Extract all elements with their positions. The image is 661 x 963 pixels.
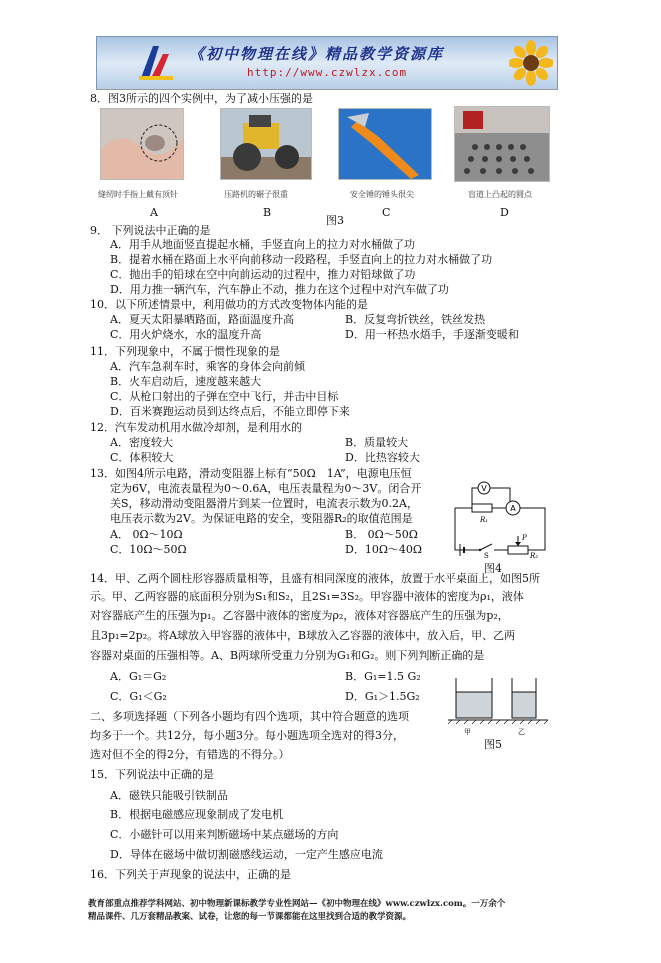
slider-label: P	[522, 534, 527, 542]
photo-tactile-paving	[454, 106, 550, 182]
q13-figure-label: 图4	[484, 562, 502, 575]
q15-option-d: D．导体在磁场中做切割磁感线运动，一定产生感应电流	[110, 848, 383, 861]
page-footer	[88, 898, 578, 924]
q14-line-3: 对容器底产生的压强为p₁。乙容器中液体的密度为ρ₂，液体对容器底产生的压强为p₂，	[90, 609, 509, 622]
q10-stem: 10．以下所述情景中，利用做功的方式改变物体内能的是	[90, 298, 368, 311]
voltmeter-label: V	[481, 484, 487, 493]
q8-letter-a: A	[150, 206, 158, 219]
q14-line-5: 容器对桌面的压强相等。A、B两球所受重力分别为G₁和G₂。则下列判断正确的是	[90, 649, 485, 662]
q14-option-b: B．G₁=1.5 G₂	[345, 670, 421, 683]
switch-label: S	[484, 552, 489, 558]
sec2-line-3: 选对但不全的得2分，有错选的不得分。）	[90, 748, 290, 761]
r1-label: R₁	[480, 516, 489, 524]
footer-line-2: 精品课件、几万套精品教案、试卷，让您的每一节课都能在这里找到合适的教学资源。	[88, 912, 412, 922]
q8-letter-d: D	[500, 206, 509, 219]
q11-option-b: B．火车启动后，速度越来越大	[110, 375, 262, 388]
q15-stem: 15．下列说法中正确的是	[90, 768, 214, 781]
q15-option-b: B．根据电磁感应现象制成了发电机	[110, 808, 284, 821]
photo-thimble	[100, 108, 184, 180]
q14-line-2: 示。甲、乙两容器的底面积分别为S₁和S₂，且2S₁=3S₂。甲容器中液体的密度为ρ₁，液体	[90, 590, 524, 603]
banner-title: 《初中物理在线》精品教学资源库	[189, 45, 445, 63]
q12-option-c: C．体积较大	[110, 451, 174, 464]
photo-road-roller	[220, 108, 312, 180]
q8-caption-c: 安全锤的锤头很尖	[350, 190, 414, 199]
q9-option-d: D．用力推一辆汽车，汽车静止不动，推力在这个过程中对汽车做了功	[110, 283, 449, 296]
q12-option-b: B．质量较大	[345, 436, 409, 449]
q13-option-a: A． 0Ω～10Ω	[110, 528, 183, 541]
q13-line-2: 定为6V，电流表量程为0～0.6A，电压表量程为0～3V。闭合开	[110, 482, 422, 495]
q9-option-a: A．用手从地面竖直提起水桶，手竖直向上的拉力对水桶做了功	[110, 238, 415, 251]
q12-option-d: D．比热容较大	[345, 451, 420, 464]
q13-option-d: D．10Ω～40Ω	[345, 543, 423, 556]
q14-line-4: 且3p₁=2p₂。将A球放入甲容器的液体中，B球放入乙容器的液体中，放入后，甲、乙两	[90, 629, 516, 642]
q8-figure-label: 图3	[326, 214, 344, 227]
q8-stem: 8．图3所示的四个实例中，为了减小压强的是	[90, 92, 313, 105]
q11-option-d: D．百米赛跑运动员到达终点后，不能立即停下来	[110, 405, 350, 418]
q14-option-a: A．G₁＝G₂	[110, 670, 167, 683]
containers-diagram	[448, 674, 548, 736]
voltmeter-icon	[478, 482, 490, 494]
q16-stem: 16．下列关于声现象的说法中，正确的是	[90, 868, 291, 881]
container-yi	[512, 678, 536, 718]
container-jia	[456, 678, 492, 718]
q11-option-c: C．从枪口射出的子弹在空中飞行，并击中目标	[110, 390, 339, 403]
q13-option-c: C．10Ω～50Ω	[110, 543, 187, 556]
header-banner	[96, 36, 558, 90]
q8-caption-a: 缝纫时手指上戴有顶针	[98, 190, 178, 199]
q10-option-b: B．反复弯折铁丝，铁丝发热	[345, 313, 486, 326]
resistor-r1	[472, 504, 492, 524]
footer-line-1: 教育部重点推荐学科网站、初中物理新课标教学专业性网站—《初中物理在线》www.czwlzx.com。一万余个	[88, 899, 506, 909]
q10-option-c: C．用火炉烧水，水的温度升高	[110, 328, 262, 341]
r2-label: R₂	[530, 552, 539, 558]
q15-option-c: C．小磁针可以用来判断磁场中某点磁场的方向	[110, 828, 339, 841]
banner-url[interactable]: http://www.czwlzx.com	[247, 66, 408, 79]
q14-line-1: 14．甲、乙两个圆柱形容器质量相等，且盛有相同深度的液体，放置于水平桌面上，如图5所	[90, 572, 540, 585]
q12-stem: 12．汽车发动机用水做冷却剂，是利用水的	[90, 421, 302, 434]
q10-option-d: D．用一杯热水焐手，手逐渐变暖和	[345, 328, 519, 341]
q11-stem: 11．下列现象中，不属于惯性现象的是	[90, 345, 280, 358]
q13-line-3: 关S，移动滑动变阻器滑片到某一位置时，电流表示数为0.2A，	[110, 497, 418, 510]
sec2-line-1: 二、多项选择题（下列各小题均有四个选项，其中符合题意的选项	[90, 710, 409, 723]
q9-option-b: B．提着水桶在路面上水平向前移动一段路程，手竖直向上的拉力对水桶做了功	[110, 253, 493, 266]
photo-safety-hammer	[338, 108, 432, 180]
q12-option-a: A．密度较大	[110, 436, 173, 449]
switch-icon	[479, 544, 492, 558]
q15-option-a: A．磁铁只能吸引铁制品	[110, 789, 228, 802]
q9-stem: 9． 下列说法中正确的是	[90, 224, 211, 237]
jia-label: 甲	[464, 728, 471, 736]
ammeter-icon	[506, 501, 520, 515]
circuit-diagram	[450, 478, 550, 558]
q8-caption-b: 压路机的碾子很重	[224, 190, 288, 199]
sunflower-icon	[509, 40, 553, 86]
q11-option-a: A．汽车急刹车时，乘客的身体会向前倾	[110, 360, 305, 373]
q14-figure-label: 图5	[484, 738, 502, 751]
q10-option-a: A．夏天太阳暴晒路面，路面温度升高	[110, 313, 294, 326]
header-rule	[96, 89, 556, 90]
q13-line-1: 13．如图4所示电路，滑动变阻器上标有“50Ω 1A”，电源电压恒	[90, 467, 412, 480]
yi-label: 乙	[518, 728, 525, 736]
q8-caption-d: 盲道上凸起的圆点	[468, 190, 532, 199]
q14-option-c: C．G₁＜G₂	[110, 690, 167, 703]
q14-option-d: D．G₁＞1.5G₂	[345, 690, 420, 703]
rheostat-r2	[508, 534, 538, 558]
q8-letter-b: B	[263, 206, 272, 219]
site-logo	[137, 42, 175, 82]
ammeter-label: A	[510, 504, 516, 513]
q9-option-c: C．抛出手的铅球在空中向前运动的过程中，推力对铅球做了功	[110, 268, 416, 281]
q8-letter-c: C	[382, 206, 391, 219]
q13-option-b: B． 0Ω～50Ω	[345, 528, 418, 541]
sec2-line-2: 均多于一个。共12分，每小题3分。每小题选项全选对的得3分，	[90, 729, 404, 742]
q13-line-4: 电压表示数为2V。为保证电路的安全，变阻器R₂的取值范围是	[110, 512, 413, 525]
